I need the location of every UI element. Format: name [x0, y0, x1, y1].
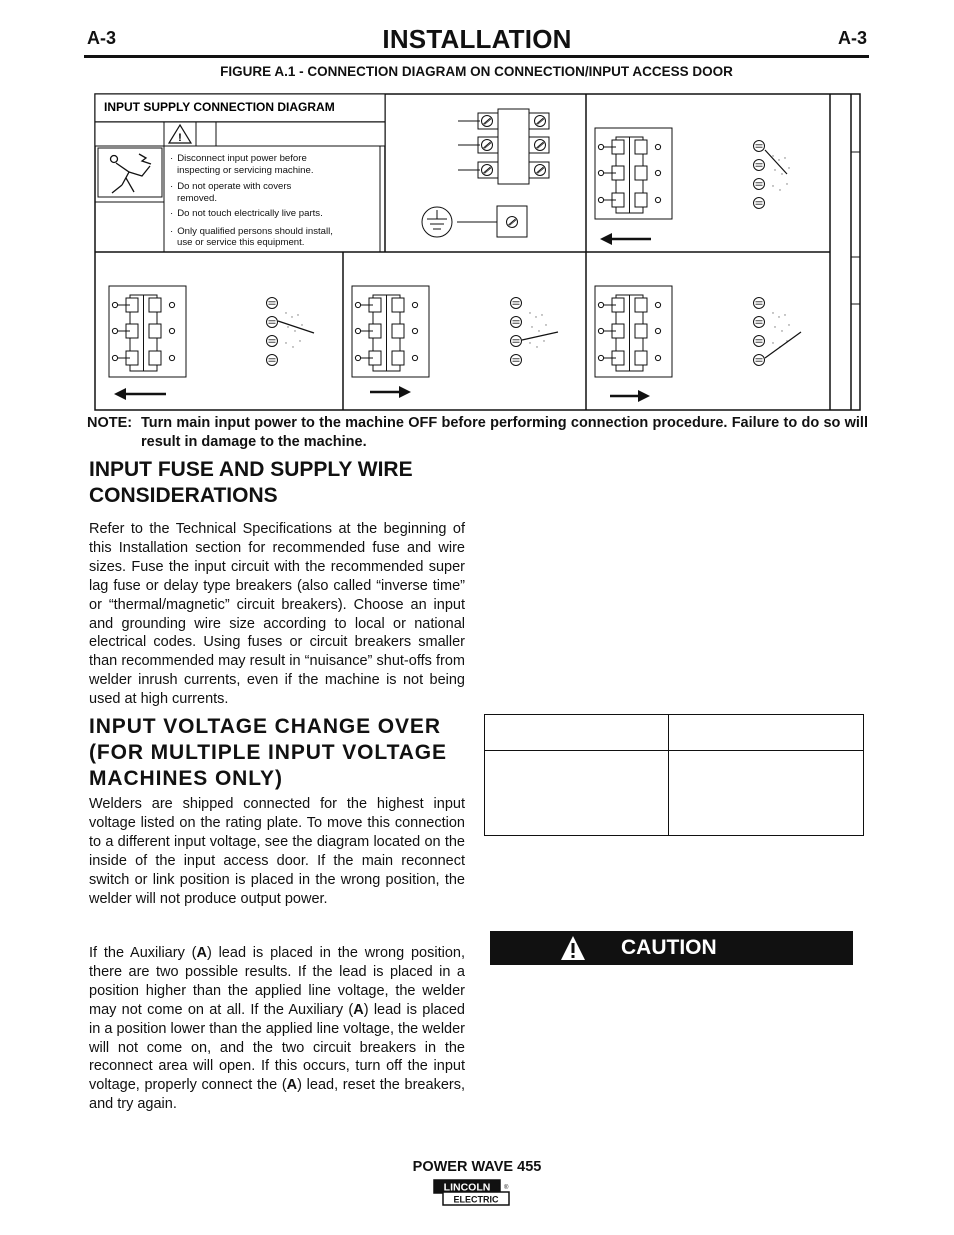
warning-bullet: · — [170, 226, 174, 237]
page-number-left: A-3 — [87, 28, 117, 48]
svg-text:LINCOLN: LINCOLN — [443, 1181, 491, 1194]
svg-text:·Do not operate with covers — [170, 181, 292, 192]
figure-caption: FIGURE A.1 - CONNECTION DIAGRAM ON CONNECTION/INPUT ACCESS DOOR — [220, 64, 733, 79]
warning-line-3: Do not operate with covers — [177, 181, 292, 192]
warning-bullet: · — [170, 181, 174, 192]
svg-text:!: ! — [178, 132, 182, 144]
lincoln-electric-logo — [433, 1179, 511, 1206]
heading-voltage-change: INPUT VOLTAGE CHANGE OVER (FOR MULTIPLE INPUT VOLTAGE MACHINES ONLY) — [89, 715, 447, 790]
warning-bullet: · — [170, 208, 174, 219]
svg-text:ELECTRIC: ELECTRIC — [453, 1194, 499, 1205]
connection-diagram — [84, 92, 865, 412]
note-text: Turn main input power to the machine OFF before performing connection procedure. Failure to do so will result in damage to the machine. — [141, 415, 868, 450]
panel-title: INPUT SUPPLY CONNECTION DIAGRAM — [104, 100, 335, 114]
paragraph-auxiliary-lead: If the Auxiliary (A) lead is placed in the wrong position, there are two possible results. If the lead is placed in a position higher than the applied line voltage, the welder may not come on at all. If the Auxiliary (A) lead is placed in a position lower than the applied line voltage, the welder will not come on, and the two circuit breakers in the reconnect area will open. If this occurs, turn off the input voltage, properly connect the (A) lead, reset the breakers, and try again. — [89, 945, 465, 1113]
note-label: NOTE: — [87, 415, 133, 431]
empty-table — [484, 714, 864, 836]
svg-text:®: ® — [504, 1185, 509, 1191]
svg-text:·Do not touch electrically liv — [170, 208, 323, 219]
page-title: INSTALLATION — [382, 24, 572, 54]
warning-line-1: Disconnect input power before — [177, 153, 307, 164]
caution-banner — [490, 931, 853, 965]
page-number-right: A-3 — [837, 28, 867, 48]
paragraph-fuse-supply: Refer to the Technical Specifications at the beginning of this Installation section for recommended fuse and wire sizes. Fuse the input circuit with the recommended super lag fuse or delay type breakers (also called “inverse time” or “thermal/magnetic” circuit breakers). Choose an input and grounding wire size according to local or national electrical codes. Using fuses or circuit breakers smaller than recommended may result in “nuisance” shut-offs from welder inrush currents, even if the machine is not being used at high currents. — [89, 521, 465, 708]
warning-line-4: removed. — [177, 193, 217, 204]
paragraph-voltage-change: Welders are shipped connected for the highest input voltage listed on the rating plate. To move this connection to a different input voltage, see the diagram located on the inside of the input access door. If the main reconnect switch or link position is placed in the wrong position, the welder will not produce output power. — [89, 796, 465, 907]
warning-bullet: · — [170, 153, 174, 164]
heading-fuse-supply: INPUT FUSE AND SUPPLY WIRE CONSIDERATIONS — [89, 458, 413, 507]
warning-line-2: inspecting or servicing machine. — [177, 165, 314, 176]
caution-label: CAUTION — [621, 936, 717, 959]
warning-line-7: use or service this equipment. — [177, 237, 305, 248]
warning-line-5: Do not touch electrically live parts. — [177, 208, 323, 219]
warning-line-6: Only qualified persons should install, — [177, 226, 333, 237]
svg-text:·Only qualified persons should — [170, 226, 333, 237]
header-rule — [84, 55, 869, 58]
caution-triangle-icon — [560, 935, 586, 961]
footer-model: POWER WAVE 455 — [412, 1159, 542, 1175]
svg-text:·Disconnect input power befor — [170, 153, 307, 164]
